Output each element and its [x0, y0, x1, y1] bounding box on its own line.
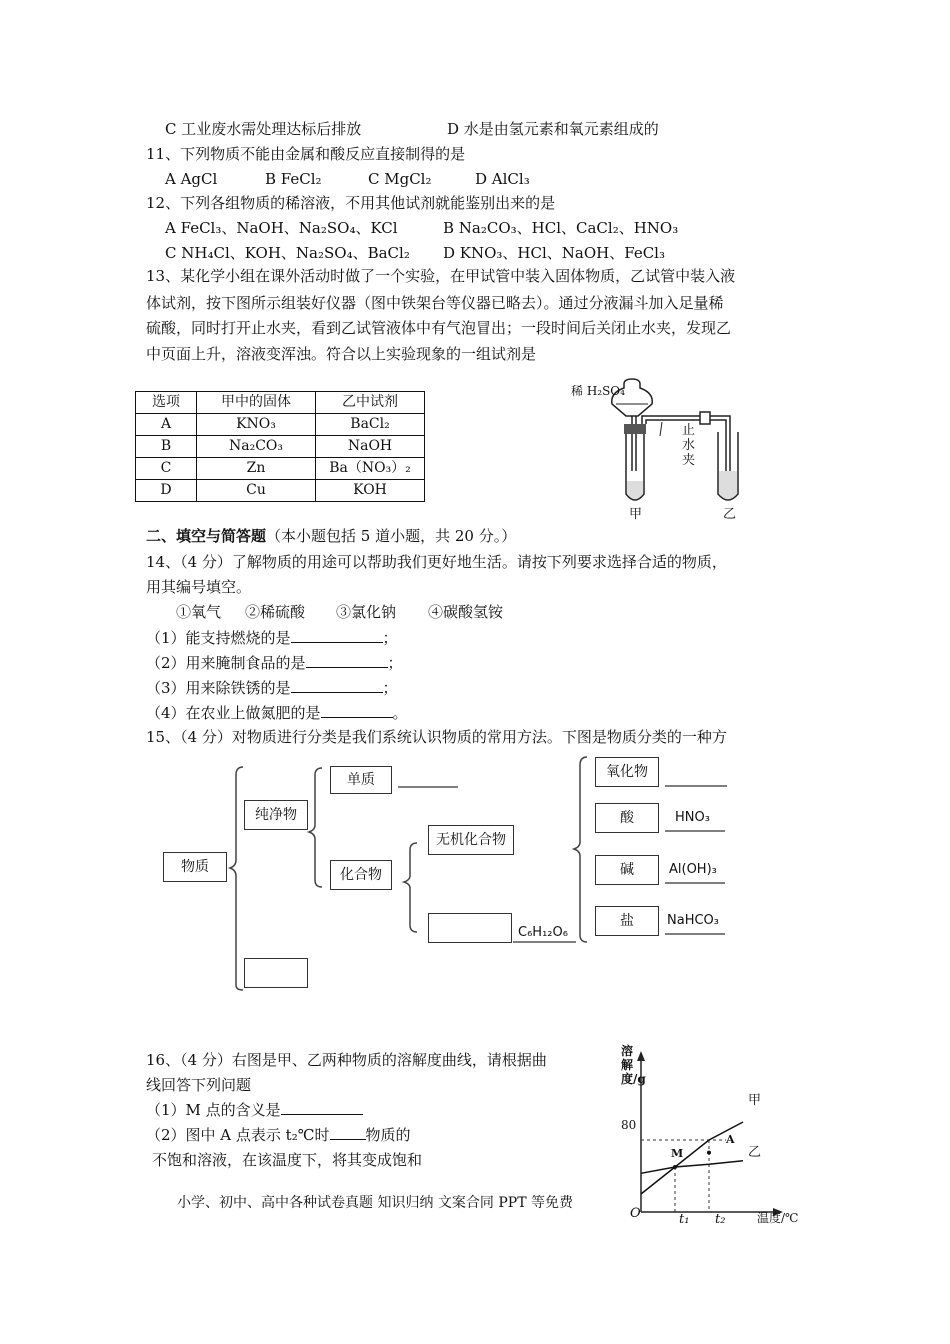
- table-cell: BaCl₂: [316, 414, 425, 436]
- q16-part-2: [146, 1124, 411, 1145]
- table-cell: C: [136, 458, 197, 480]
- q15-stem: 15、（4 分）对物质进行分类是我们系统认识物质的常用方法。下图是物质分类的一种方: [146, 728, 727, 746]
- q16-part-2-tail: 物质的: [365, 1126, 411, 1144]
- q11-stem: 11、下列物质不能由金属和酸反应直接制得的是: [146, 145, 466, 163]
- example-acid: HNO₃: [675, 810, 710, 825]
- table-header: 甲中的固体: [197, 392, 316, 414]
- x-tick-t2: t₂: [715, 1212, 726, 1227]
- node-oxide: 氧化物: [595, 757, 659, 787]
- q13-line-3: 硫酸，同时打开止水夹，看到乙试管液体中有气泡冒出；一段时间后关闭止水夹，发现乙: [146, 319, 732, 337]
- y-axis-arrow: [637, 1051, 645, 1061]
- q11-option-b: B FeCl₂: [265, 170, 322, 188]
- q14-item-2-end: ；: [387, 654, 403, 672]
- q13-line-1: 13、某化学小组在课外活动时做了一个实验，在甲试管中装入固体物质，乙试管中装入液: [146, 267, 736, 285]
- answer-box-organic[interactable]: [428, 913, 512, 943]
- x-tick-t1: t₁: [679, 1212, 690, 1227]
- table-cell: Ba（NO₃）₂: [316, 458, 425, 480]
- q12-option-d: D KNO₃、HCl、NaOH、FeCl₃: [443, 244, 665, 262]
- x-axis-label: 温度/℃: [757, 1211, 799, 1225]
- table-cell: A: [136, 414, 197, 436]
- q12-option-b: B Na₂CO₃、HCl、CaCl₂、HNO₃: [443, 219, 679, 237]
- q16-part-1-text: （1）M 点的含义是: [146, 1101, 281, 1119]
- origin-label: O: [630, 1206, 641, 1221]
- q14-item-4-end: 。: [392, 704, 408, 722]
- q11-option-c: C MgCl₂: [368, 170, 432, 188]
- node-base: 碱: [595, 855, 659, 885]
- q14-choice-2: ②稀硫酸: [245, 603, 306, 621]
- y-axis-label: 溶解度/g: [621, 1044, 646, 1086]
- table-cell: KNO₃: [197, 414, 316, 436]
- node-element: 单质: [330, 766, 392, 794]
- q12-stem: 12、下列各组物质的稀溶液，不用其他试剂就能鉴别出来的是: [146, 194, 556, 212]
- legend-series-b: 乙: [748, 1145, 762, 1160]
- q16-line-1: 16、（4 分）右图是甲、乙两种物质的溶解度曲线，请根据曲: [146, 1051, 547, 1069]
- point-m-label: M: [671, 1147, 684, 1160]
- footer-text: 小学、初中、高中各种试卷真题 知识归纳 文案合同 PPT 等免费: [177, 1195, 573, 1211]
- node-compound: 化合物: [330, 860, 392, 890]
- table-cell: D: [136, 480, 197, 502]
- annotation-point-a: [707, 1151, 711, 1155]
- q12-option-a: A FeCl₃、NaOH、Na₂SO₄、KCl: [165, 219, 398, 237]
- example-salt: NaHCO₃: [667, 913, 719, 928]
- section-2-title: 二、填空与简答题: [146, 527, 267, 545]
- legend-series-a: 甲: [748, 1093, 762, 1108]
- q14-item-1-end: ；: [382, 629, 398, 647]
- table-header: 选项: [136, 392, 197, 414]
- q14-choice-3: ③氯化钠: [336, 603, 397, 621]
- answer-box-mixture[interactable]: [244, 958, 308, 988]
- annotation-point-m: [673, 1165, 677, 1169]
- q12-option-c: C NH₄Cl、KOH、Na₂SO₄、BaCl₂: [165, 244, 410, 262]
- node-substance: 物质: [163, 852, 227, 882]
- table-cell: Cu: [197, 480, 316, 502]
- q14-item-2-text: （2）用来腌制食品的是: [146, 654, 306, 672]
- series-line-1: [641, 1161, 743, 1174]
- answer-blank[interactable]: [281, 1099, 363, 1115]
- q16-line-2: 线回答下列问题: [146, 1076, 252, 1094]
- answer-blank[interactable]: [330, 1124, 366, 1140]
- node-inorganic-compound: 无机化合物: [428, 825, 514, 855]
- acid-label: 稀 H₂SO₄: [571, 384, 625, 398]
- node-pure-substance: 纯净物: [244, 800, 308, 830]
- table-header: 乙中试剂: [316, 392, 425, 414]
- clamp-label: 止水夹: [682, 423, 696, 468]
- q16-part-3: 不饱和溶液，在该温度下，将其变成饱和: [152, 1151, 423, 1169]
- table-cell: Na₂CO₃: [197, 436, 316, 458]
- table-cell: B: [136, 436, 197, 458]
- q14-item-3-text: （3）用来除铁锈的是: [146, 679, 291, 697]
- q14-item-3-end: ；: [382, 679, 398, 697]
- node-acid: 酸: [595, 803, 659, 833]
- tube-a-label: 甲: [629, 507, 643, 522]
- q16-part-1: [146, 1099, 363, 1120]
- table-cell: NaOH: [316, 436, 425, 458]
- q11-option-d: D AlCl₃: [475, 170, 530, 188]
- example-organic: C₆H₁₂O₆: [518, 925, 568, 940]
- point-a-label: A: [726, 1133, 735, 1146]
- q10-option-d: D 水是由氢元素和氧元素组成的: [447, 120, 659, 138]
- q14-choice-4: ④碳酸氢铵: [428, 603, 504, 621]
- table-cell: KOH: [316, 480, 425, 502]
- q14-item-4-text: （4）在农业上做氮肥的是: [146, 704, 321, 722]
- q14-stem-1: 14、（4 分）了解物质的用途可以帮助我们更好地生活。请按下列要求选择合适的物质，: [146, 553, 727, 571]
- node-salt: 盐: [595, 906, 659, 936]
- q16-part-2-text: （2）图中 A 点表示 t₂℃时: [146, 1126, 330, 1144]
- q10-option-c: C 工业废水需处理达标后排放: [165, 120, 362, 138]
- q11-option-a: A AgCl: [165, 170, 218, 188]
- q14-stem-2: 用其编号填空。: [146, 578, 252, 596]
- q13-line-2: 体试剂，按下图所示组装好仪器（图中铁架台等仪器已略去）。通过分液漏斗加入足量稀: [146, 294, 724, 312]
- table-cell: Zn: [197, 458, 316, 480]
- q13-line-4: 中页面上升，溶液变浑浊。符合以上实验现象的一组试剂是: [146, 345, 537, 363]
- example-base: Al(OH)₃: [669, 862, 717, 877]
- q14-choice-1: ①氧气: [176, 603, 222, 621]
- tube-b-label: 乙: [723, 507, 737, 522]
- y-tick-80: 80: [621, 1118, 637, 1132]
- q14-item-1-text: （1）能支持燃烧的是: [146, 629, 291, 647]
- section-2-note: （本小题包括 5 道小题，共 20 分。）: [266, 527, 517, 545]
